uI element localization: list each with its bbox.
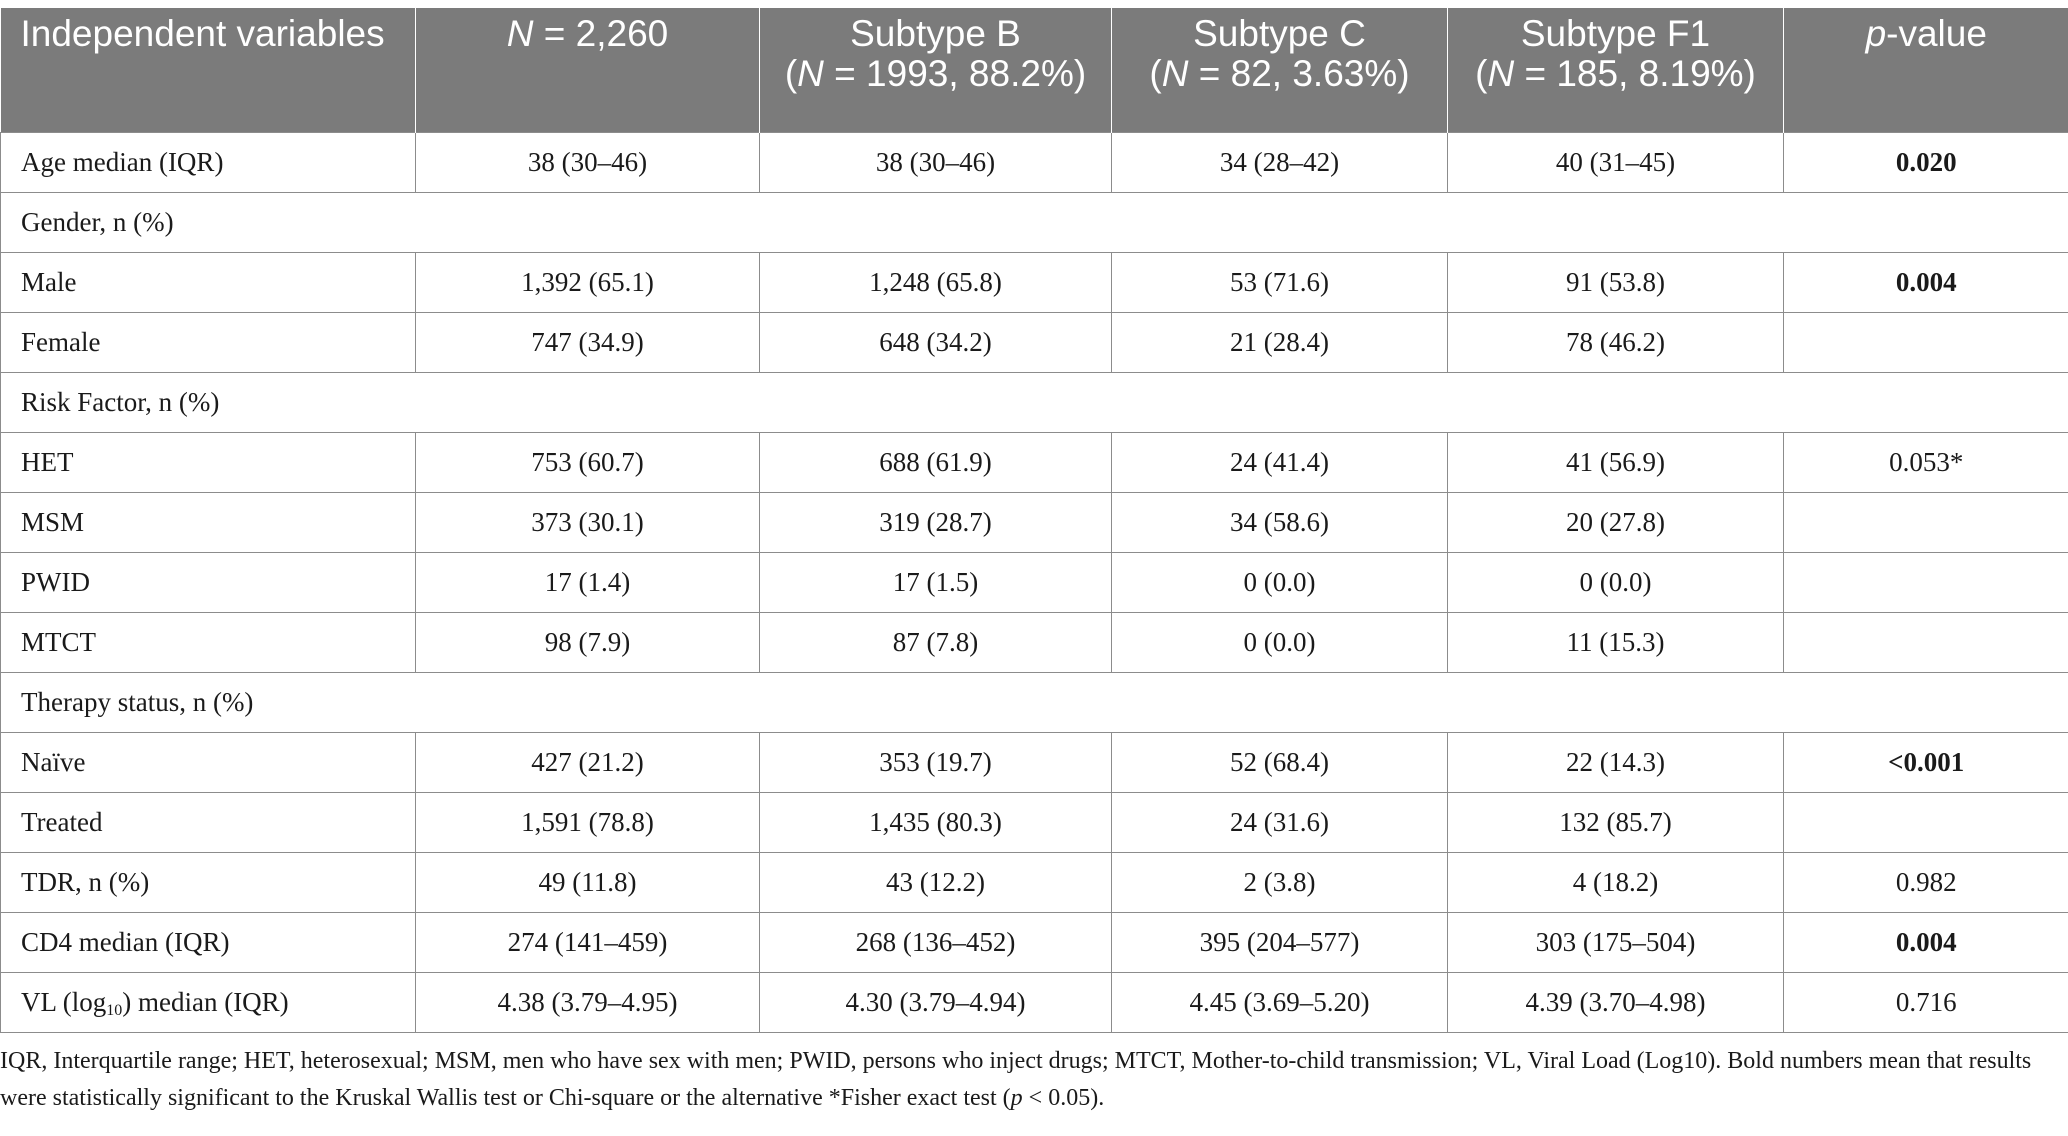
section-label-therapy-status: Therapy status, n (%) [1, 673, 2068, 733]
table-footnote [0, 1043, 2040, 1117]
header-n-italic: N [1487, 53, 1515, 94]
vl-label-suffix: ) median (IQR) [122, 987, 289, 1017]
cell-subtype-c: 21 (28.4) [1112, 313, 1448, 373]
table-header [1, 8, 2068, 133]
cell-total: 49 (11.8) [416, 853, 760, 913]
header-subtype-b: Subtype B (N = 1993, 88.2%) [760, 8, 1112, 133]
header-total [416, 8, 760, 133]
cell-subtype-b: 353 (19.7) [760, 733, 1112, 793]
cell-subtype-f1: 20 (27.8) [1448, 493, 1784, 553]
section-label-gender: Gender, n (%) [1, 193, 2068, 253]
cell-p-value: 0.004 [1784, 913, 2068, 973]
row-label: PWID [1, 553, 416, 613]
header-subtype-f1-count: = 185, 8.19%) [1514, 53, 1756, 94]
row-label: TDR, n (%) [1, 853, 416, 913]
section-label-risk-factor: Risk Factor, n (%) [1, 373, 2068, 433]
row-label [1, 973, 416, 1033]
cell-subtype-b: 319 (28.7) [760, 493, 1112, 553]
cell-subtype-f1: 40 (31–45) [1448, 133, 1784, 193]
cell-total: 1,392 (65.1) [416, 253, 760, 313]
row-label: MTCT [1, 613, 416, 673]
cell-total: 747 (34.9) [416, 313, 760, 373]
vl-label-subscript: 10 [106, 1002, 123, 1019]
table-row-msm [1, 493, 2068, 553]
table-row-female [1, 313, 2068, 373]
cell-p-value: <0.001 [1784, 733, 2068, 793]
cell-subtype-c: 24 (41.4) [1112, 433, 1448, 493]
cell-subtype-f1: 4.39 (3.70–4.98) [1448, 973, 1784, 1033]
footnote-p-italic: p [1010, 1085, 1023, 1111]
cell-subtype-b: 4.30 (3.79–4.94) [760, 973, 1112, 1033]
table-row-male [1, 253, 2068, 313]
cell-p-value [1784, 493, 2068, 553]
cell-subtype-f1: 22 (14.3) [1448, 733, 1784, 793]
header-subtype-b-count: = 1993, 88.2%) [823, 53, 1087, 94]
header-subtype-b-name: Subtype B [850, 13, 1021, 54]
header-p-value [1784, 8, 2068, 133]
header-n-italic: N [1161, 53, 1189, 94]
cell-subtype-c: 395 (204–577) [1112, 913, 1448, 973]
cell-p-value [1784, 553, 2068, 613]
cell-subtype-b: 1,435 (80.3) [760, 793, 1112, 853]
cell-subtype-c: 2 (3.8) [1112, 853, 1448, 913]
row-label: HET [1, 433, 416, 493]
footnote-text: IQR, Interquartile range; HET, heterosexual; MSM, men who have sex with men; PWID, persons who inject drugs; MTCT, Mother-to-child transmission; VL, Viral Load (Log10). Bold numbers mean that results were statistically significant to the Kruskal Wallis test or Chi-square or the alternative *Fisher exact test ( [0, 1048, 2032, 1111]
header-subtype-c: Subtype C (N = 82, 3.63%) [1112, 8, 1448, 133]
footnote-text-end: < 0.05). [1022, 1085, 1105, 1111]
cell-total: 17 (1.4) [416, 553, 760, 613]
cell-subtype-c: 24 (31.6) [1112, 793, 1448, 853]
table-row-naive [1, 733, 2068, 793]
cell-subtype-c: 53 (71.6) [1112, 253, 1448, 313]
header-n-italic: N [506, 13, 534, 54]
table-row-treated [1, 793, 2068, 853]
cell-subtype-f1: 78 (46.2) [1448, 313, 1784, 373]
header-p-italic: p [1865, 13, 1887, 54]
cell-p-value [1784, 793, 2068, 853]
header-n-value: = 2,260 [533, 13, 669, 54]
cell-subtype-f1: 132 (85.7) [1448, 793, 1784, 853]
cell-subtype-f1: 0 (0.0) [1448, 553, 1784, 613]
table-row-het [1, 433, 2068, 493]
table-row-cd4 [1, 913, 2068, 973]
vl-label-prefix: VL (log [21, 987, 107, 1017]
cell-subtype-c: 0 (0.0) [1112, 613, 1448, 673]
subtype-comparison-table [0, 8, 2068, 1033]
table-row-mtct [1, 613, 2068, 673]
row-label: Male [1, 253, 416, 313]
cell-subtype-c: 52 (68.4) [1112, 733, 1448, 793]
cell-subtype-c: 34 (28–42) [1112, 133, 1448, 193]
header-p-suffix: -value [1886, 13, 1987, 54]
row-label: Female [1, 313, 416, 373]
cell-p-value [1784, 613, 2068, 673]
header-subtype-f1-name: Subtype F1 [1520, 13, 1711, 54]
cell-subtype-f1: 41 (56.9) [1448, 433, 1784, 493]
cell-subtype-f1: 11 (15.3) [1448, 613, 1784, 673]
table-row-vl [1, 973, 2068, 1033]
cell-subtype-b: 268 (136–452) [760, 913, 1112, 973]
row-label: Naïve [1, 733, 416, 793]
cell-subtype-b: 648 (34.2) [760, 313, 1112, 373]
cell-p-value: 0.004 [1784, 253, 2068, 313]
cell-subtype-f1: 303 (175–504) [1448, 913, 1784, 973]
cell-subtype-b: 38 (30–46) [760, 133, 1112, 193]
cell-subtype-b: 17 (1.5) [760, 553, 1112, 613]
results-table-container [0, 8, 2068, 1033]
cell-p-value: 0.716 [1784, 973, 2068, 1033]
table-row-age [1, 133, 2068, 193]
cell-subtype-b: 1,248 (65.8) [760, 253, 1112, 313]
cell-subtype-b: 43 (12.2) [760, 853, 1112, 913]
cell-subtype-b: 688 (61.9) [760, 433, 1112, 493]
row-label: Treated [1, 793, 416, 853]
table-row-therapy-section [1, 673, 2068, 733]
table-row-tdr [1, 853, 2068, 913]
cell-total: 4.38 (3.79–4.95) [416, 973, 760, 1033]
cell-subtype-b: 87 (7.8) [760, 613, 1112, 673]
header-independent-variables [1, 8, 416, 133]
row-label: CD4 median (IQR) [1, 913, 416, 973]
header-row [1, 8, 2068, 133]
cell-subtype-f1: 91 (53.8) [1448, 253, 1784, 313]
cell-subtype-c: 34 (58.6) [1112, 493, 1448, 553]
cell-total: 38 (30–46) [416, 133, 760, 193]
cell-total: 373 (30.1) [416, 493, 760, 553]
header-subtype-c-count: = 82, 3.63%) [1188, 53, 1410, 94]
cell-subtype-c: 0 (0.0) [1112, 553, 1448, 613]
header-n-italic: N [797, 53, 824, 94]
cell-p-value: 0.982 [1784, 853, 2068, 913]
row-label: MSM [1, 493, 416, 553]
cell-p-value: 0.020 [1784, 133, 2068, 193]
cell-total: 1,591 (78.8) [416, 793, 760, 853]
cell-total: 427 (21.2) [416, 733, 760, 793]
header-subtype-f1: Subtype F1 (N = 185, 8.19%) [1448, 8, 1784, 133]
table-row-gender-section [1, 193, 2068, 253]
cell-subtype-f1: 4 (18.2) [1448, 853, 1784, 913]
cell-total: 274 (141–459) [416, 913, 760, 973]
cell-p-value [1784, 313, 2068, 373]
cell-total: 98 (7.9) [416, 613, 760, 673]
header-label: Independent variables [20, 13, 385, 54]
cell-p-value: 0.053* [1784, 433, 2068, 493]
header-subtype-c-name: Subtype C [1193, 13, 1366, 54]
table-row-pwid [1, 553, 2068, 613]
cell-subtype-c: 4.45 (3.69–5.20) [1112, 973, 1448, 1033]
table-row-risk-section [1, 373, 2068, 433]
row-label: Age median (IQR) [1, 133, 416, 193]
table-body [1, 133, 2068, 1033]
cell-total: 753 (60.7) [416, 433, 760, 493]
